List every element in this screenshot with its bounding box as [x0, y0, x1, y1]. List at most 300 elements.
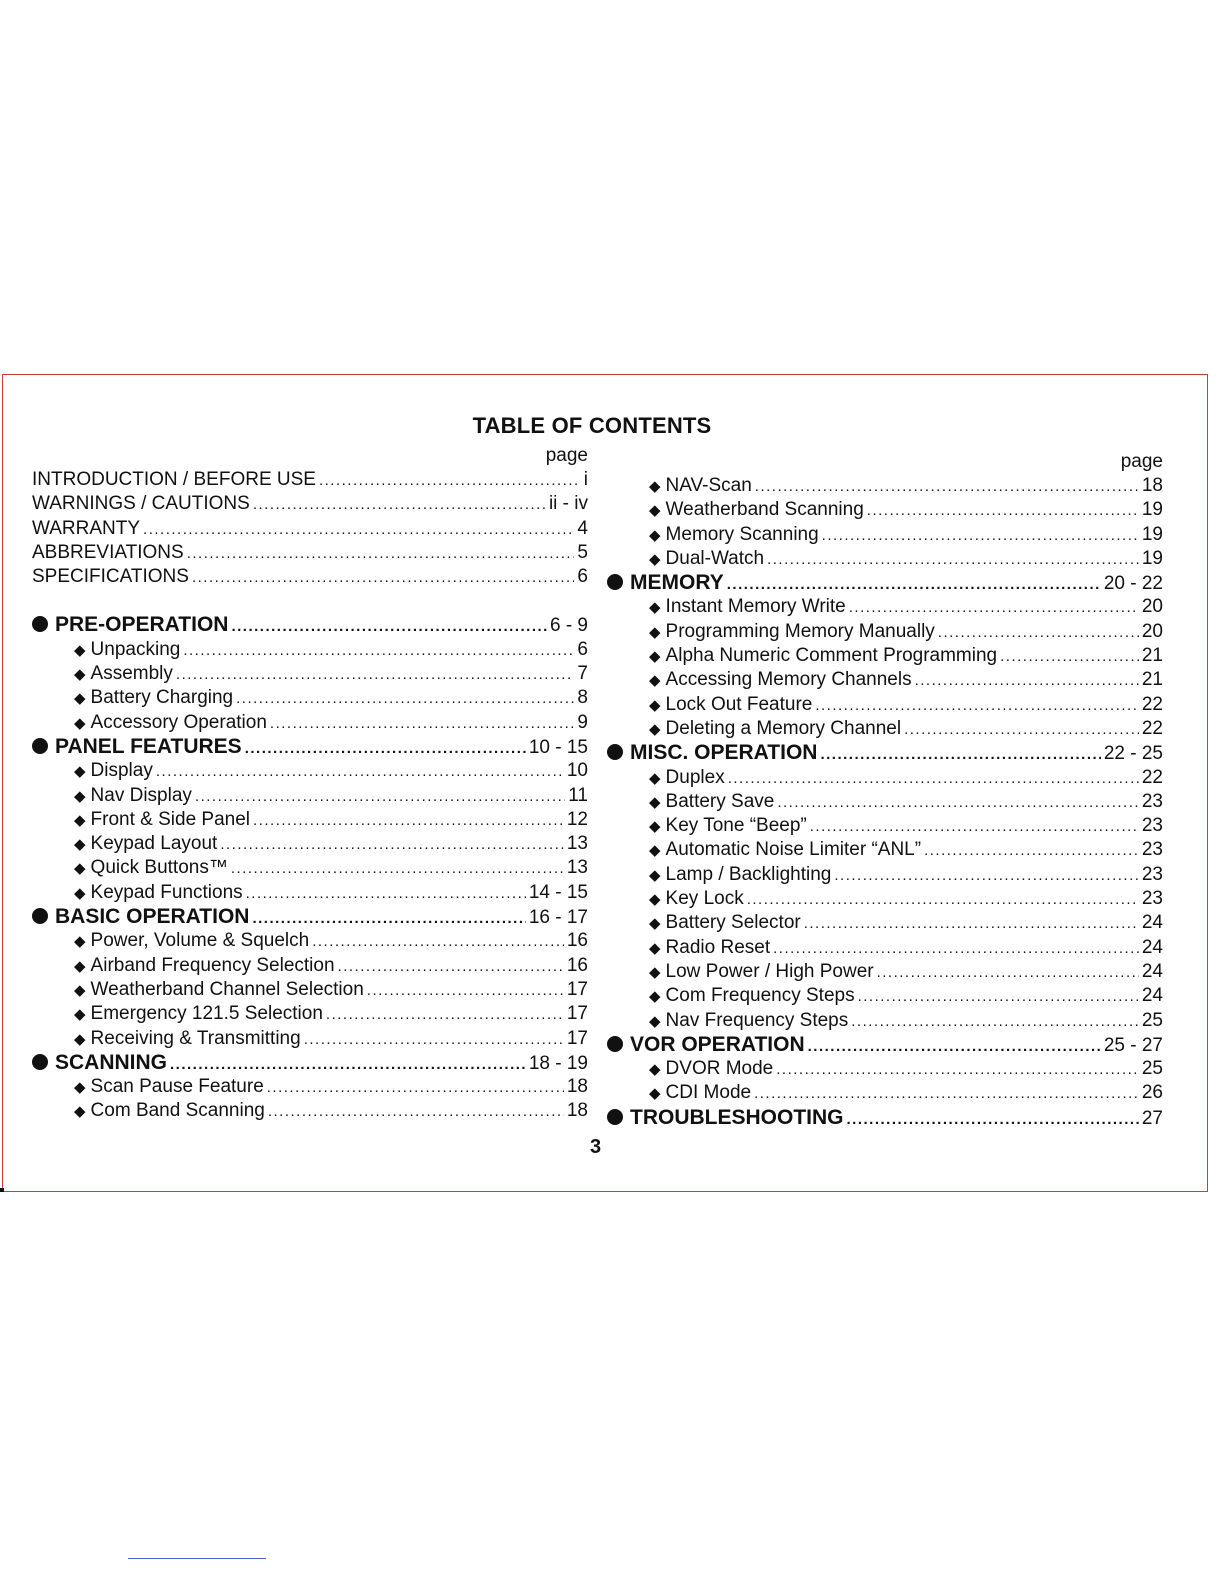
bullet-icon: [32, 616, 48, 632]
toc-entry-page: 6: [577, 566, 588, 588]
toc-entry-page: 22: [1141, 693, 1163, 715]
toc-entry-label: [74, 686, 233, 711]
dot-leader: [755, 475, 1139, 499]
toc-entry-page: 22: [1141, 766, 1163, 788]
toc-entry-page: 21: [1141, 645, 1163, 667]
toc-entry-page: 6: [577, 638, 588, 660]
toc-entry-label: [649, 644, 997, 669]
toc-entry-label: [32, 735, 242, 759]
toc-entry-text: Duplex: [665, 766, 725, 788]
bullet-icon: [607, 744, 623, 760]
diamond-bullet-icon: ◆: [649, 696, 661, 714]
dot-leader: [220, 833, 564, 857]
dot-leader: [877, 961, 1139, 985]
dot-leader: [773, 937, 1139, 961]
bullet-icon: [32, 738, 48, 754]
toc-entry-page: 19: [1141, 523, 1163, 545]
dot-leader: [367, 979, 564, 1003]
dot-leader: [246, 882, 526, 906]
toc-entry-page: i: [583, 469, 588, 490]
toc-entry-page: 23: [1141, 839, 1163, 861]
dot-leader: [810, 815, 1139, 839]
dot-leader: [804, 912, 1139, 936]
toc-entry-page: 19: [1141, 499, 1163, 521]
diamond-bullet-icon: ◆: [74, 884, 86, 902]
diamond-bullet-icon: ◆: [649, 599, 661, 617]
toc-entry-text: Lamp / Backlighting: [665, 863, 832, 885]
diamond-bullet-icon: ◆: [649, 769, 661, 787]
toc-entry-page: 24: [1141, 936, 1163, 958]
toc-entry: [32, 565, 588, 589]
diamond-bullet-icon: ◆: [74, 1103, 86, 1121]
toc-entry-page: 13: [566, 833, 588, 855]
bullet-icon: [607, 1109, 623, 1125]
bullet-icon: [607, 574, 623, 590]
diamond-bullet-icon: ◆: [74, 690, 86, 708]
toc-entry: [607, 547, 1163, 571]
toc-entry-page: 18: [566, 1100, 588, 1122]
diamond-bullet-icon: ◆: [649, 1061, 661, 1079]
toc-entry-label: [607, 1106, 844, 1130]
dot-leader: [245, 737, 526, 761]
toc-entry-label: [649, 1081, 751, 1106]
toc-entry-text: Radio Reset: [665, 936, 771, 958]
diamond-bullet-icon: ◆: [649, 939, 661, 957]
toc-entry-text: Com Band Scanning: [90, 1100, 265, 1122]
toc-entry-label: [649, 838, 921, 863]
toc-entry: [607, 1009, 1163, 1033]
dot-leader: [851, 1010, 1139, 1034]
toc-entry-label: [32, 541, 184, 565]
toc-entry-page: 16 - 17: [528, 907, 588, 929]
diamond-bullet-icon: ◆: [649, 502, 661, 520]
toc-entry-page: 7: [577, 663, 588, 685]
toc-entry-page: 23: [1141, 790, 1163, 812]
bullet-icon: [32, 908, 48, 924]
toc-entry-text: Key Tone “Beep”: [665, 815, 807, 837]
toc-entry-label: [32, 468, 316, 492]
toc-entry-text: TROUBLESHOOTING: [630, 1105, 844, 1129]
toc-entry-text: Dual-Watch: [665, 547, 765, 569]
toc-entry-page: ii - iv: [548, 493, 588, 515]
toc-entry-label: [649, 717, 901, 742]
toc-entry-text: DVOR Mode: [665, 1058, 774, 1080]
toc-entry-page: 17: [566, 1027, 588, 1049]
toc-entry-text: Instant Memory Write: [665, 596, 846, 618]
toc-entry-page: 5: [577, 541, 588, 563]
toc-entry: [32, 492, 588, 516]
toc-entry-text: Keypad Functions: [90, 881, 243, 903]
toc-entry-text: VOR OPERATION: [630, 1032, 805, 1056]
toc-entry: [607, 887, 1163, 911]
toc-entry-text: WARNINGS / CAUTIONS: [32, 493, 250, 515]
toc-entry-text: Weatherband Channel Selection: [90, 978, 364, 1000]
toc-entry: [607, 474, 1163, 498]
toc-entry: [607, 790, 1163, 814]
diamond-bullet-icon: ◆: [649, 550, 661, 568]
diamond-bullet-icon: ◆: [649, 672, 661, 690]
dot-leader: [847, 1108, 1139, 1132]
toc-entry-page: 11: [568, 784, 588, 806]
toc-entry-label: [74, 929, 309, 954]
toc-entry-text: Weatherband Scanning: [665, 499, 864, 521]
diamond-bullet-icon: ◆: [74, 836, 86, 854]
dot-leader: [915, 669, 1139, 693]
toc-entry-text: Quick Buttons™: [90, 857, 228, 879]
dot-leader: [777, 791, 1139, 815]
dot-leader: [326, 1003, 564, 1027]
toc-entry: [32, 662, 588, 686]
toc-entry-label: [607, 741, 817, 765]
toc-entry: [32, 1027, 588, 1051]
dot-leader: [267, 1076, 564, 1100]
diamond-bullet-icon: ◆: [74, 666, 86, 684]
toc-entry-text: Alpha Numeric Comment Programming: [665, 645, 998, 667]
toc-entry-page: 10 - 15: [528, 736, 588, 758]
toc-entry: [607, 838, 1163, 862]
dot-leader: [252, 907, 525, 931]
toc-section-entry: [32, 905, 588, 929]
toc-entry-label: [74, 1099, 265, 1124]
dot-leader: [270, 712, 575, 736]
toc-entry-page: 17: [566, 978, 588, 1000]
dot-leader: [820, 743, 1100, 767]
diamond-bullet-icon: ◆: [74, 787, 86, 805]
toc-entry: [607, 668, 1163, 692]
toc-entry-page: 21: [1141, 669, 1163, 691]
toc-entry-label: [649, 1057, 773, 1082]
diamond-bullet-icon: ◆: [74, 860, 86, 878]
toc-entry-label: [74, 881, 243, 906]
toc-entry-label: [649, 620, 935, 645]
toc-entry-label: [74, 954, 335, 979]
toc-entry-page: 23: [1141, 815, 1163, 837]
dot-leader: [231, 857, 564, 881]
toc-left-column: [32, 444, 588, 1124]
toc-entry: [32, 541, 588, 565]
toc-entry: [607, 1057, 1163, 1081]
diamond-bullet-icon: ◆: [74, 1030, 86, 1048]
toc-entry-page: 22 - 25: [1103, 743, 1163, 765]
dot-leader: [767, 548, 1139, 572]
dot-leader: [156, 760, 564, 784]
toc-entry-label: [649, 790, 774, 815]
toc-entry: [607, 498, 1163, 522]
page-column-header: page: [1120, 451, 1163, 472]
toc-entry-text: Nav Frequency Steps: [665, 1009, 849, 1031]
diamond-bullet-icon: ◆: [649, 818, 661, 836]
toc-section-entry: [32, 735, 588, 759]
toc-entry-label: [649, 887, 744, 912]
toc-entry: [32, 808, 588, 832]
diamond-bullet-icon: ◆: [649, 793, 661, 811]
toc-entry-text: Display: [90, 760, 153, 782]
toc-entry: [607, 644, 1163, 668]
toc-entry-label: [649, 693, 812, 718]
toc-entry-label: [649, 863, 831, 888]
dot-leader: [924, 839, 1139, 863]
toc-entry-label: [32, 492, 250, 516]
toc-entry: [32, 1002, 588, 1026]
toc-entry-text: Com Frequency Steps: [665, 985, 855, 1007]
toc-entry-text: Lock Out Feature: [665, 693, 813, 715]
toc-entry: [32, 978, 588, 1002]
toc-entry-page: 22: [1141, 717, 1163, 739]
toc-entry-page: 26: [1141, 1082, 1163, 1104]
dot-leader: [231, 615, 547, 639]
toc-entry-label: [74, 759, 153, 784]
toc-entry-page: 18: [1141, 475, 1163, 496]
toc-entry-page: 24: [1141, 960, 1163, 982]
dot-leader: [319, 469, 581, 493]
toc-entry-label: [649, 523, 819, 548]
toc-entry-text: ABBREVIATIONS: [32, 541, 184, 563]
toc-entry-text: MEMORY: [630, 571, 724, 595]
toc-entry-text: Assembly: [90, 663, 173, 685]
toc-entry-page: 25: [1141, 1058, 1163, 1080]
dot-leader: [312, 930, 564, 954]
toc-entry: [32, 517, 588, 541]
diamond-bullet-icon: ◆: [74, 933, 86, 951]
toc-entry-text: Airband Frequency Selection: [90, 954, 335, 976]
toc-entry-text: Power, Volume & Squelch: [90, 930, 310, 952]
toc-entry: [32, 929, 588, 953]
toc-entry: [607, 814, 1163, 838]
toc-entry: [607, 863, 1163, 887]
toc-entry: [32, 1099, 588, 1123]
scan-mark: [0, 1188, 4, 1192]
toc-entry-label: [32, 1051, 167, 1075]
toc-entry-page: 12: [566, 808, 588, 830]
toc-entry: [32, 468, 588, 492]
toc-entry-page: 18 - 19: [528, 1052, 588, 1074]
toc-entry-label: [649, 936, 770, 961]
toc-entry-page: 20: [1141, 620, 1163, 642]
dot-leader: [170, 1053, 526, 1077]
toc-entry-label: [607, 571, 724, 595]
toc-entry-page: 16: [566, 954, 588, 976]
toc-entry-text: PANEL FEATURES: [55, 734, 242, 758]
toc-entry-page: 27: [1141, 1107, 1163, 1129]
toc-entry-label: [649, 960, 874, 985]
toc-right-column: [607, 450, 1163, 1130]
toc-entry-label: [32, 517, 140, 541]
toc-entry: [32, 784, 588, 808]
diamond-bullet-icon: ◆: [649, 623, 661, 641]
toc-entry: [607, 717, 1163, 741]
toc-entry-page: 19: [1141, 547, 1163, 569]
toc-entry-text: Programming Memory Manually: [665, 620, 935, 642]
dot-leader: [187, 542, 575, 566]
toc-entry: [607, 766, 1163, 790]
diamond-bullet-icon: ◆: [74, 1079, 86, 1097]
toc-entry: [32, 856, 588, 880]
toc-entry-label: [649, 984, 855, 1009]
toc-entry: [32, 954, 588, 978]
toc-entry-text: SCANNING: [55, 1050, 168, 1074]
toc-entry: [607, 936, 1163, 960]
toc-entry-text: Unpacking: [90, 638, 181, 660]
toc-entry-page: 6 - 9: [549, 615, 588, 637]
toc-entry-label: [74, 978, 364, 1003]
toc-entry-text: INTRODUCTION / BEFORE USE: [32, 469, 316, 490]
toc-entry-text: BASIC OPERATION: [55, 905, 250, 929]
dot-leader: [747, 888, 1139, 912]
diamond-bullet-icon: ◆: [74, 1006, 86, 1024]
toc-entry-page: 17: [566, 1003, 588, 1025]
toc-entry-text: Deleting a Memory Channel: [665, 717, 902, 739]
diamond-bullet-icon: ◆: [649, 648, 661, 666]
toc-entry-text: Front & Side Panel: [90, 808, 251, 830]
toc-entry-label: [607, 1033, 805, 1057]
dot-leader: [776, 1058, 1139, 1082]
dot-leader: [867, 499, 1139, 523]
toc-entry-label: [74, 1075, 264, 1100]
diamond-bullet-icon: ◆: [649, 866, 661, 884]
dot-leader: [183, 639, 574, 663]
toc-entry-page: 25: [1141, 1009, 1163, 1031]
dot-leader: [143, 518, 574, 542]
toc-entry: [32, 638, 588, 662]
toc-entry-label: [649, 498, 864, 523]
toc-entry: [607, 960, 1163, 984]
diamond-bullet-icon: ◆: [649, 891, 661, 909]
toc-section-entry: [32, 613, 588, 637]
toc-entry: [32, 759, 588, 783]
toc-entry-text: Battery Charging: [90, 687, 234, 709]
bullet-icon: [32, 1054, 48, 1070]
toc-entry-text: Emergency 121.5 Selection: [90, 1003, 323, 1025]
toc-entry-page: 18: [566, 1076, 588, 1098]
toc-entry-text: Key Lock: [665, 888, 744, 910]
toc-entry-page: 23: [1141, 888, 1163, 910]
toc-entry-page: 9: [577, 711, 588, 733]
toc-entry-text: Battery Save: [665, 790, 775, 812]
toc-entry-label: [74, 711, 267, 736]
page-column-header: page: [545, 445, 588, 466]
toc-entry: [32, 881, 588, 905]
toc-entry-label: [649, 814, 807, 839]
diamond-bullet-icon: ◆: [649, 915, 661, 933]
toc-section-entry: [607, 571, 1163, 595]
dot-leader: [1000, 645, 1139, 669]
toc-entry-page: 23: [1141, 863, 1163, 885]
toc-entry-text: Low Power / High Power: [665, 960, 874, 982]
toc-entry-text: Scan Pause Feature: [90, 1076, 264, 1098]
diamond-bullet-icon: ◆: [649, 720, 661, 738]
toc-entry-label: [74, 856, 228, 881]
dot-leader: [195, 785, 565, 809]
toc-entry-page: 16: [566, 930, 588, 952]
toc-entry-text: Nav Display: [90, 784, 192, 806]
toc-section-entry: [32, 1051, 588, 1075]
dot-leader: [304, 1028, 564, 1052]
toc-entry-label: [74, 832, 217, 857]
diamond-bullet-icon: ◆: [649, 478, 661, 495]
toc-entry-label: [32, 613, 228, 637]
toc-entry-page: 20: [1141, 596, 1163, 618]
dot-leader: [834, 864, 1138, 888]
toc-entry-text: Accessing Memory Channels: [665, 669, 912, 691]
toc-entry-label: [74, 808, 250, 833]
toc-entry-label: [649, 595, 846, 620]
toc-entry-page: 14 - 15: [528, 881, 588, 903]
toc-entry: [607, 1081, 1163, 1105]
toc-entry-text: Battery Selector: [665, 912, 801, 934]
toc-entry-text: CDI Mode: [665, 1082, 752, 1104]
toc-entry-page: 13: [566, 857, 588, 879]
toc-entry: [607, 984, 1163, 1008]
toc-entry: [607, 693, 1163, 717]
bullet-icon: [607, 1036, 623, 1052]
dot-leader: [904, 718, 1139, 742]
toc-entry-text: Keypad Layout: [90, 833, 218, 855]
dot-leader: [253, 493, 546, 517]
toc-entry-label: [74, 662, 173, 687]
page-number: 3: [590, 1136, 602, 1158]
toc-entry-text: WARRANTY: [32, 517, 141, 539]
diamond-bullet-icon: ◆: [74, 981, 86, 999]
diamond-bullet-icon: ◆: [74, 811, 86, 829]
toc-entry-label: [74, 1027, 301, 1052]
dot-leader: [938, 621, 1139, 645]
toc-section-entry: [607, 741, 1163, 765]
toc-section-entry: [607, 1106, 1163, 1130]
dot-leader: [176, 663, 575, 687]
toc-entry-label: [74, 784, 192, 809]
toc-entry-page: 25 - 27: [1103, 1034, 1163, 1056]
toc-entry-label: [74, 1002, 323, 1027]
toc-entry-label: [649, 1009, 848, 1034]
toc-entry-text: Memory Scanning: [665, 523, 819, 545]
toc-entry-text: Automatic Noise Limiter “ANL”: [665, 839, 922, 861]
dot-leader: [815, 694, 1139, 718]
toc-entry-page: 4: [577, 517, 588, 539]
diamond-bullet-icon: ◆: [649, 526, 661, 544]
diamond-bullet-icon: ◆: [649, 1085, 661, 1103]
dot-leader: [858, 985, 1139, 1009]
toc-entry: [607, 523, 1163, 547]
toc-entry: [32, 1075, 588, 1099]
toc-entry-text: MISC. OPERATION: [630, 741, 818, 765]
dot-leader: [808, 1035, 1101, 1059]
toc-entry-page: 24: [1141, 912, 1163, 934]
dot-leader: [727, 573, 1101, 597]
page-title: TABLE OF CONTENTS: [472, 413, 712, 438]
toc-entry: [32, 832, 588, 856]
toc-entry-label: [649, 766, 725, 791]
dot-leader: [338, 955, 564, 979]
toc-entry-text: NAV-Scan: [665, 475, 752, 496]
dot-leader: [192, 566, 574, 590]
toc-entry: [32, 711, 588, 735]
dot-leader: [728, 767, 1139, 791]
toc-entry-page: 10: [566, 760, 588, 782]
toc-entry: [32, 686, 588, 710]
toc-entry-text: Accessory Operation: [90, 711, 267, 733]
diamond-bullet-icon: ◆: [649, 988, 661, 1006]
toc-entry-label: [32, 905, 249, 929]
toc-entry-label: [32, 565, 189, 589]
dot-leader: [754, 1082, 1139, 1106]
dot-leader: [253, 809, 564, 833]
footer-rule: [128, 1558, 266, 1559]
diamond-bullet-icon: ◆: [74, 957, 86, 975]
toc-entry: [607, 620, 1163, 644]
diamond-bullet-icon: ◆: [74, 763, 86, 781]
toc-entry-label: [649, 547, 764, 572]
diamond-bullet-icon: ◆: [649, 1012, 661, 1030]
